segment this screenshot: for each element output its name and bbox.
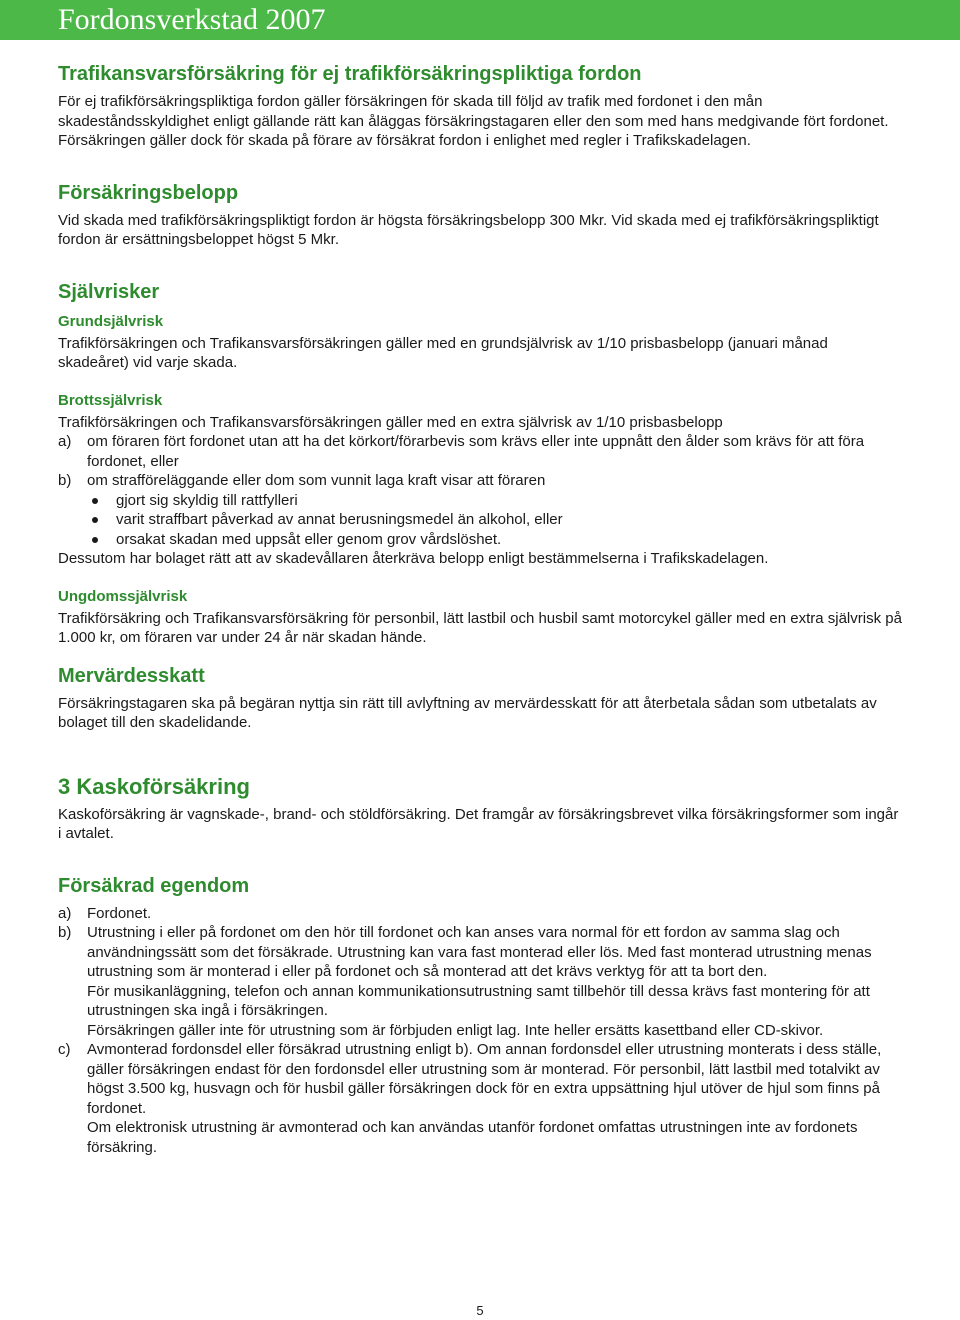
brott-list — [58, 432, 902, 491]
list-marker: c) — [58, 1041, 71, 1058]
paragraph: Trafikförsäkringen och Trafikansvarsförsäkringen gäller med en extra självrisk av 1/10 prisbasbelopp — [58, 413, 723, 431]
paragraph: Trafikförsäkring och Trafikansvarsförsäkring för personbil, lätt lastbil och husbil samt motorcykel gäller med en extra självrisk på 1.000 kr, om föraren var under 24 år när skadan hände. — [58, 609, 902, 646]
list-item-text: Om elektronisk utrustning är avmonterad och kan användas utanför fordonet omfattas utrustningen inte av fordonets försäkring. — [87, 1119, 858, 1156]
bullet-item: varit straffbart påverkad av annat berusningsmedel än alkohol, eller — [58, 510, 902, 530]
list-marker: a) — [58, 433, 72, 450]
list-marker: b) — [58, 924, 72, 941]
list-item-text: Fordonet. — [87, 904, 152, 922]
paragraph: Trafikförsäkringen och Trafikansvarsförsäkringen gäller med en grundsjälvrisk av 1/10 prisbasbelopp (januari månad skadeåret) vid varje skada. — [58, 334, 828, 371]
subheading-grundsjalvrisk: Grundsjälvrisk — [58, 312, 164, 330]
paragraph: Försäkringen gäller dock för skada på förare av försäkrat fordon i enlighet med regler i Trafikskadelagen. — [58, 132, 751, 149]
section-heading-mervardesskatt: Mervärdesskatt — [58, 664, 205, 687]
paragraph: Försäkringstagaren ska på begäran nyttja sin rätt till avlyftning av mervärdesskatt för att återbetala sådan som utbetalats av bolaget till den skadelidande. — [58, 694, 877, 731]
page-title: Fordonsverkstad 2007 — [58, 3, 326, 36]
section-heading-forsakringsbelopp: Försäkringsbelopp — [58, 181, 239, 204]
paragraph: Vid skada med trafikförsäkringspliktigt fordon är högsta försäkringsbelopp 300 Mkr. Vid skada med ej trafikförsäkringspliktigt fordon är ersättningsbeloppet högst 5 Mkr. — [58, 211, 879, 248]
subheading-brottssjalvrisk: Brottssjälvrisk — [58, 391, 163, 409]
section-heading-sjalvrisker: Självrisker — [58, 280, 160, 303]
header-banner — [0, 0, 960, 40]
paragraph: För ej trafikförsäkringspliktiga fordon gäller försäkringen för skada till följd av trafik med fordonet i den mån skadeståndsskyldighet enligt gällande rätt kan åläggas försäkringstagaren eller den som med hans medgivande fört fordonet. — [58, 93, 889, 130]
list-item-text: För musikanläggning, telefon och annan kommunikationsutrustning samt tillbehör till dessa krävs fast montering för att utrustningen ska ingå i försäkringen. — [87, 982, 870, 1019]
document-body — [58, 60, 902, 1157]
list-item — [58, 1040, 902, 1157]
list-item-text: Försäkringen gäller inte för utrustning som är förbjuden enligt lag. Inte heller ersätts kasettband eller CD-skivor. — [87, 1021, 824, 1039]
list-item-text: om strafföreläggande eller dom som vunnit laga kraft visar att föraren — [87, 472, 546, 489]
egendom-list — [58, 904, 902, 1158]
bullet-list — [58, 491, 902, 550]
list-item — [58, 432, 902, 471]
subheading-ungdomssjalvrisk: Ungdomssjälvrisk — [58, 587, 188, 605]
list-marker: a) — [58, 904, 72, 922]
bullet-item: gjort sig skyldig till rattfylleri — [58, 491, 902, 511]
section-heading-forsakrad-egendom: Försäkrad egendom — [58, 874, 250, 897]
bullet-item: orsakat skadan med uppsåt eller genom grov vårdslöshet. — [58, 530, 902, 550]
paragraph: Kaskoförsäkring är vagnskade-, brand- och stöldförsäkring. Det framgår av försäkringsbrevet vilka försäkringsformer som ingår i avtalet. — [58, 805, 899, 842]
paragraph: Dessutom har bolaget rätt att av skadevållaren återkräva belopp enligt bestämmelserna i Trafikskadelagen. — [58, 550, 769, 567]
page-number: 5 — [476, 1303, 484, 1318]
list-item — [58, 471, 902, 491]
list-item-text: Avmonterad fordonsdel eller försäkrad utrustning enligt b). Om annan fordonsdel eller utrustning monterats i dess ställe, gäller försäkringen endast för den fordonsdel eller utrustning som är monterad. För personbil, lätt lastbil med totalvikt av högst 3.500 kg, husvagn och för husbil gäller försäkringen dock för en extra uppsättning hjul utöver de hjul som finns på fordonet. — [87, 1041, 882, 1117]
list-item — [58, 904, 902, 924]
section-heading-trafikansvar: Trafikansvarsförsäkring för ej trafikförsäkringspliktiga fordon — [58, 63, 642, 85]
list-item-text: om föraren fört fordonet utan att ha det körkort/förarbevis som krävs eller inte uppnått den ålder som krävs för att föra fordonet, eller — [87, 433, 865, 470]
section-heading-kaskoforsakring: 3 Kaskoförsäkring — [58, 773, 250, 799]
list-item-text: Utrustning i eller på fordonet om den hör till fordonet och kan anses vara normal för ett fordon av samma slag och användningssätt som det försäkrade. Utrustning kan vara fast monterad eller lös. Med fast monterad utrustning menas utrustning som är monterad i eller på fordonet och så monterad att det krävs verktyg för att ta bort den. — [87, 924, 872, 980]
list-marker: b) — [58, 472, 72, 489]
list-item — [58, 923, 902, 1040]
